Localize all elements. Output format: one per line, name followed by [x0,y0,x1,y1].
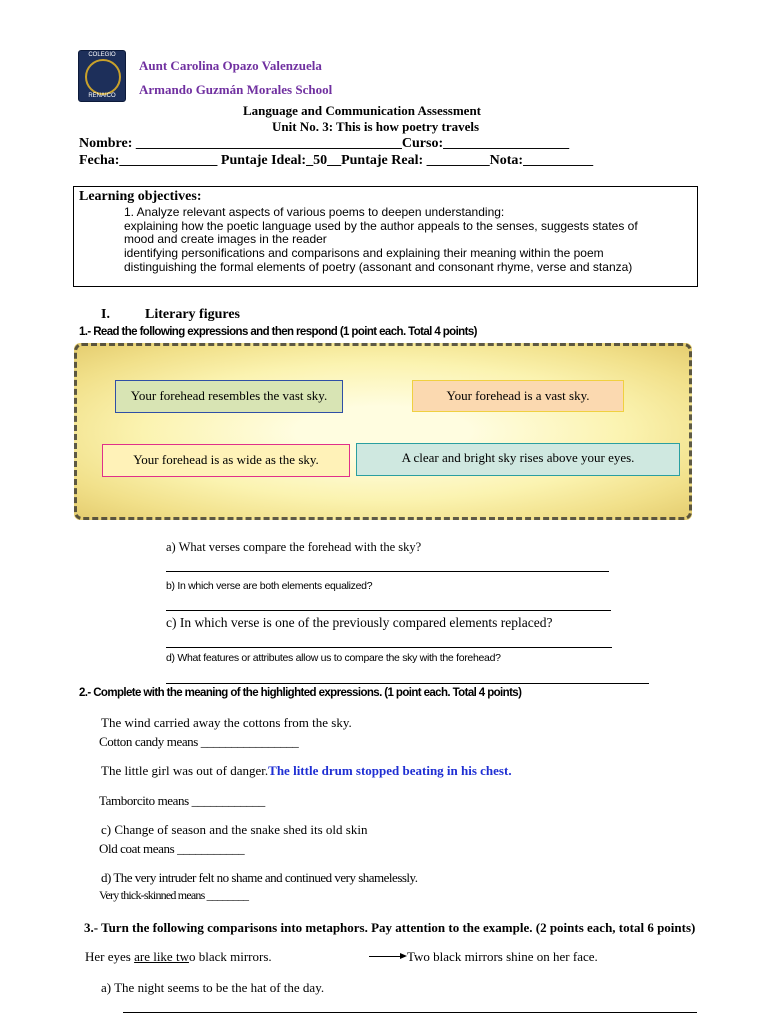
objective-item: mood and create images in the reader [124,232,327,246]
answer-line[interactable] [166,683,649,684]
date-score-line: Fecha:______________ Puntaje Ideal:_50__Puntaje Real: _________Nota:__________ [79,153,594,168]
objective-item: distinguishing the formal elements of poetry (assonant and consonant rhyme, verse and stanza) [124,260,633,274]
expression-card: Your forehead is a vast sky. [412,380,624,412]
expression-card: Your forehead resembles the vast sky. [115,380,343,413]
parchment-panel [74,343,692,520]
objective-item: identifying personifications and comparisons and explaining their meaning within the poem [124,246,604,260]
question-a: a) What verses compare the forehead with the sky? [166,540,422,554]
question-b: b) In which verse are both elements equalized? [166,580,373,592]
sentence: c) Change of season and the snake shed its old skin [101,822,368,837]
expression-card: Your forehead is as wide as the sky. [102,444,350,477]
example-metaphor: Two black mirrors shine on her face. [407,949,598,964]
sentence-text: The little girl was out of danger. [101,763,269,778]
sentence [101,763,512,779]
expression-card: A clear and bright sky rises above your eyes. [356,443,680,476]
objective-item: 1. Analyze relevant aspects of various poems to deepen understanding: [124,205,505,219]
logo-bottom-text: RENAICO [88,93,116,99]
instruction-1: 1.- Read the following expressions and then respond (1 point each. Total 4 points) [79,326,477,338]
example-part: o black mirrors. [188,949,272,964]
arrow-right-icon [369,956,405,957]
name-course-line: Nombre: ______________________________________Curso:__________________ [79,136,570,151]
example-comparison [85,949,272,965]
school-logo [78,50,126,102]
sentence: d) The very intruder felt no shame and continued very shamelessly. [101,870,418,885]
answer-line[interactable] [123,1012,697,1013]
teacher-name: Aunt Carolina Opazo Valenzuela [139,58,322,73]
instruction-3: 3.- Turn the following comparisons into metaphors. Pay attention to the example. (2 points each, total 6 points) [84,920,696,935]
question-c: c) In which verse is one of the previously compared elements replaced? [166,615,553,630]
highlighted-expression: The little drum stopped beating in his chest. [268,763,512,778]
assessment-title: Language and Communication Assessment [243,103,482,118]
example-underlined: are like tw [134,949,189,964]
sentence: The wind carried away the cottons from the sky. [101,715,352,730]
item-a: a) The night seems to be the hat of the day. [101,980,325,995]
section-numeral: I. [101,307,110,322]
school-name: Armando Guzmán Morales School [139,82,333,97]
logo-top-text: COLEGIO [88,52,116,58]
logo-crest-icon [85,59,121,95]
meaning-prompt: Cotton candy means ________________ [99,734,299,749]
learning-objectives-box [73,186,698,287]
meaning-prompt: Old coat means ___________ [99,841,245,856]
answer-line[interactable] [166,571,609,572]
meaning-prompt: Very thick-skinned means ________ [99,888,249,902]
example-part: Her eyes [85,949,135,964]
answer-line[interactable] [166,610,611,611]
answer-line[interactable] [166,647,612,648]
instruction-2: 2.- Complete with the meaning of the highlighted expressions. (1 point each. Total 4 points) [79,687,522,699]
unit-title: Unit No. 3: This is how poetry travels [272,119,480,134]
meaning-prompt: Tamborcito means ____________ [99,793,265,808]
section-title: Literary figures [145,307,240,322]
question-d: d) What features or attributes allow us to compare the sky with the forehead? [166,652,501,664]
objective-item: explaining how the poetic language used by the author appeals to the senses, suggests states of [124,219,638,233]
objectives-title: Learning objectives: [79,189,202,204]
